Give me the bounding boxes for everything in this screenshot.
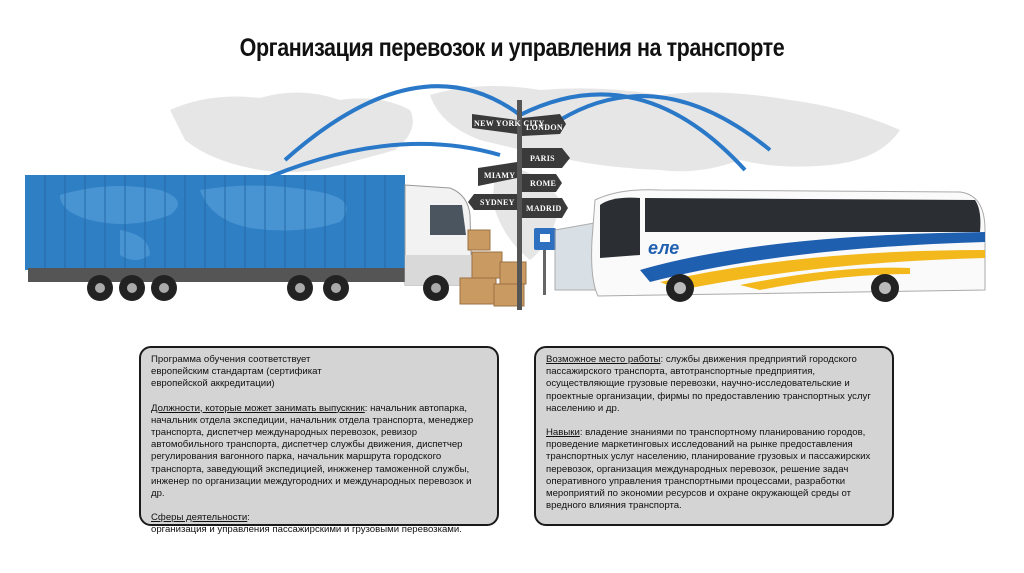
positions-text: : начальник автопарка, начальник отдела экспедиции, начальник отдела транспорта, менеджер транспорта, диспетчер международных перевозок, ревизор автомобильного транспорта, диспетчер службы движения, диспетчер регулирования вагонного парка, начальник маршрута городского транспорта, заведующий экспедицией, инжженер таможенной службы, инженер по организации междугородних и международных перевозок и др. <box>151 402 474 500</box>
bus-logo: еле <box>648 238 680 258</box>
sign-new-york: NEW YORK CITY <box>474 119 545 128</box>
sign-sydney: SYDNEY <box>480 198 515 207</box>
skills-text: : владение знаниями по транспортному планированию городов, проведение маркетинговых исследований на рынке предоставления транспортных услуг населению, планирование грузовых и пассажирских перевозок, организация международных перевозок, решение задач оперативного управления транспортными процессами, разработки мероприятий по экономии ресурсов и охране окружающей среды от вредного влияния транспорта. <box>546 427 871 512</box>
work-label: Возможное место работы <box>546 354 661 365</box>
sign-rome: ROME <box>530 179 557 188</box>
spheres-paragraph <box>151 512 487 536</box>
positions-label: Должности, которые может занимать выпускник <box>151 402 365 414</box>
positions-paragraph <box>151 403 487 501</box>
sign-paris: PARIS <box>530 154 555 163</box>
program-standard-text: Программа обучения соответствует европейским стандартам (сертификат европейской аккредитации) <box>151 354 322 390</box>
skills-paragraph <box>546 427 882 512</box>
sign-miamy: MIAMY <box>484 171 516 180</box>
career-info-panel <box>534 346 894 526</box>
bus-stop <box>534 222 600 295</box>
page-title: Организация перевозок и управления на транспорте <box>239 34 785 62</box>
skills-label: Навыки <box>546 427 580 439</box>
spheres-colon: : <box>247 512 250 524</box>
truck <box>25 175 472 301</box>
sign-madrid: MADRID <box>526 204 562 213</box>
work-text: : службы движения предприятий городского пассажирского транспорта, автотранспортные предприятия, осуществляющие грузовые перевозки, научно-исследовательские и проектные организации, фирмы по предоставлению транспортных услуг населению и др. <box>546 354 871 414</box>
program-info-panel <box>139 346 499 536</box>
work-paragraph <box>546 354 882 415</box>
spheres-label: Сферы деятельности <box>151 512 248 524</box>
bus <box>592 190 985 302</box>
spheres-text: организация и управления пассажирскими и грузовыми перевозками. <box>151 524 462 536</box>
sign-london: LONDON <box>526 123 563 132</box>
